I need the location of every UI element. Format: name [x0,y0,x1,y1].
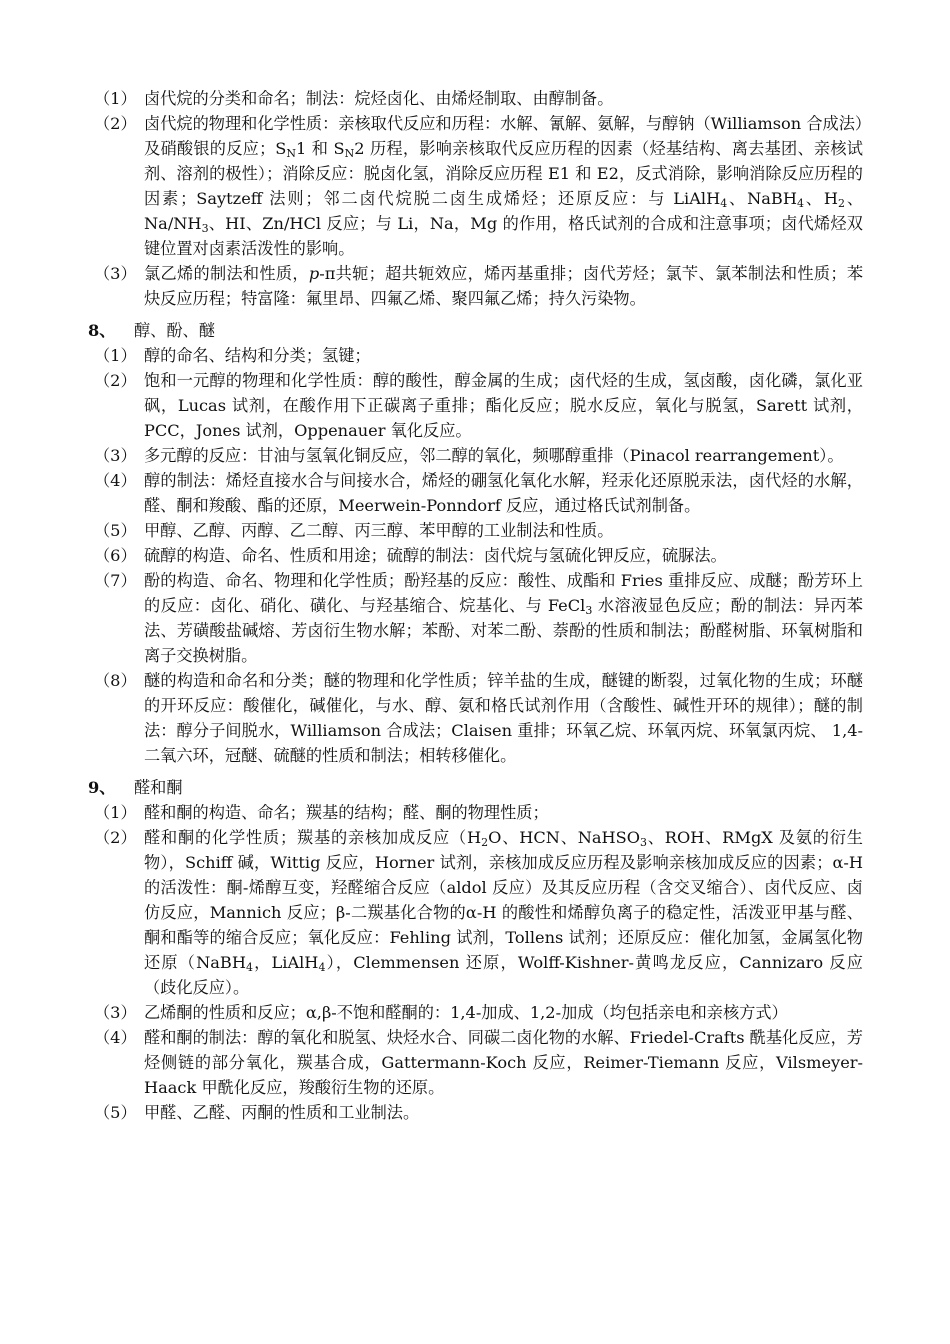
section-number: 9、 [88,778,116,797]
item-text: 醛和酮的化学性质；羰基的亲核加成反应（$H_2O$、HCN、NaHSO$_3$、ROH、RMgX 及氨的衍生物），Schiff 碱，Wittig 反应，Horner 试剂，亲核加成反应历程及影响亲核加成反应的因素；α-H 的活泼性：酮-烯醇互变，羟醛缩合反应（aldol 反应）及其反应历程（含交叉缩合）、卤代反应、卤仿反应，Mannich 反应；β-二羰基化合物的α-H 的酸性和烯醇负离子的稳定性，活泼亚甲基与醛、酮和酯等的缩合反应；氧化反应：Fehling 试剂，Tollens 试剂；还原反应：催化加氢，金属氢化物还原（NaBH$_4$，LiAlH$_4$），Clemmensen 还原，Wolff-Kishner-黄鸣龙反应，Cannizaro 反应（歧化反应）。 [144,828,863,997]
list-item [88,568,863,668]
item-text: 甲醛、乙醛、丙酮的性质和工业制法。 [144,1103,420,1122]
list-item [88,800,863,825]
item-text: 甲醇、乙醇、丙醇、乙二醇、丙三醇、苯甲醇的工业制法和性质。 [144,521,614,540]
item-number: （1） [94,803,137,822]
item-number: （1） [94,89,137,108]
item-text: 醛和酮的制法：醇的氧化和脱氢、炔烃水合、同碳二卤化物的水解、Friedel-Crafts 酰基化反应，芳烃侧链的部分氧化，羰基合成，Gattermann-Koch 反应，Reimer-Tiemann 反应，Vilsmeyer-Haack 甲酰化反应，羧酸衍生物的还原。 [144,1028,863,1097]
list-item [88,443,863,468]
item-number: （5） [94,1103,137,1122]
item-number: （4） [94,1028,137,1047]
item-number: （2） [94,371,137,390]
item-number: （7） [94,571,137,590]
item-text: 多元醇的反应：甘油与氢氧化铜反应，邻二醇的氧化，频哪醇重排（Pinacol rearrangement）。 [144,446,844,465]
item-text: 卤代烷的分类和命名；制法：烷烃卤化、由烯烃制取、由醇制备。 [144,89,614,108]
list-item [88,368,863,443]
list-item [88,668,863,768]
section-number: 8、 [88,321,116,340]
item-text: 醇的制法：烯烃直接水合与间接水合，烯烃的硼氢化氧化水解，羟汞化还原脱汞法，卤代烃的水解，醛、酮和羧酸、酯的还原，Meerwein-Ponndorf 反应，通过格氏试剂制备。 [144,471,863,515]
item-number: （6） [94,546,137,565]
item-text: 氯乙烯的制法和性质，p-π共轭；超共轭效应，烯丙基重排；卤代芳烃；氯苄、氯苯制法和性质；苯炔反应历程；特富隆：氟里昂、四氟乙烯、聚四氟乙烯；持久污染物。 [144,264,864,308]
item-number: （5） [94,521,137,540]
list-item [88,1025,863,1100]
section-title: 醛和酮 [134,778,183,797]
list-item [88,1100,863,1125]
section-heading [88,318,863,343]
item-number: （2） [94,828,137,847]
section-1 [88,86,863,311]
item-text: 醇的命名、结构和分类；氢键； [144,346,371,365]
item-text: 醛和酮的构造、命名；羰基的结构；醛、酮的物理性质； [144,803,549,822]
item-number: （2） [94,114,137,133]
list-item [88,518,863,543]
item-text: 酚的构造、命名、物理和化学性质；酚羟基的反应：酸性、成酯和 Fries 重排反应、成醚；酚芳环上的反应：卤化、硝化、磺化、与羟基缩合、烷基化、与 FeCl$_3$ 水溶液显色反应；酚的制法：异丙苯法、芳磺酸盐碱熔、芳卤衍生物水解；苯酚、对苯二酚、萘酚的性质和制法；酚醛树脂、环氧树脂和离子交换树脂。 [144,571,863,665]
list-item [88,343,863,368]
list-item [88,111,863,261]
section-heading [88,775,863,800]
item-text: 饱和一元醇的物理和化学性质：醇的酸性，醇金属的生成；卤代烃的生成，氢卤酸，卤化磷，氯化亚砜，Lucas 试剂，在酸作用下正碳离子重排；酯化反应；脱水反应，氧化与脱氢，Sarett 试剂，PCC，Jones 试剂，Oppenauer 氧化反应。 [144,371,863,440]
item-text: 醚的构造和命名和分类；醚的物理和化学性质；锌羊盐的生成，醚键的断裂，过氧化物的生成；环醚的开环反应：酸催化，碱催化，与水、醇、氨和格氏试剂作用（含酸性、碱性开环的规律）；醚的制法：醇分子间脱水，Williamson 合成法；Claisen 重排；环氧乙烷、环氧丙烷、环氧氯丙烷、 1,4-二氧六环，冠醚、硫醚的性质和制法；相转移催化。 [144,671,863,765]
item-number: （8） [94,671,137,690]
section-2 [88,318,863,768]
list-item [88,86,863,111]
item-number: （3） [94,1003,137,1022]
list-item [88,261,863,311]
item-number: （1） [94,346,137,365]
section-title: 醇、酚、醚 [134,321,215,340]
list-item [88,825,863,1000]
list-item [88,543,863,568]
item-number: （3） [94,446,137,465]
syllabus-content [88,86,863,1125]
item-number: （4） [94,471,137,490]
list-item [88,468,863,518]
item-number: （3） [94,264,137,283]
list-item [88,1000,863,1025]
section-3 [88,775,863,1125]
item-text: 硫醇的构造、命名、性质和用途；硫醇的制法：卤代烷与氢硫化钾反应，硫脲法。 [144,546,727,565]
item-text: 乙烯酮的性质和反应；α,β-不饱和醛酮的：1,4-加成、1,2-加成（均包括亲电和亲核方式） [144,1003,788,1022]
item-text: 卤代烷的物理和化学性质：亲核取代反应和历程：水解、氰解、氨解，与醇钠（Williamson 合成法）及硝酸银的反应；$S_N1$ 和 $S_N2$ 历程，影响亲核取代反应历程的因素（烃基结构、离去基团、亲核试剂、溶剂的极性）；消除反应：脱卤化氢，消除反应历程 E1 和 E2，反式消除，影响消除反应历程的因素；Saytzeff 法则；邻二卤代烷脱二卤生成烯烃；还原反应：与 LiAlH$_4$、NaBH$_4$、$H_2$、$Na/NH_3$、HI、Zn/HCl 反应；与 Li，Na，Mg 的作用，格氏试剂的合成和注意事项；卤代烯烃双键位置对卤素活泼性的影响。 [144,114,864,258]
